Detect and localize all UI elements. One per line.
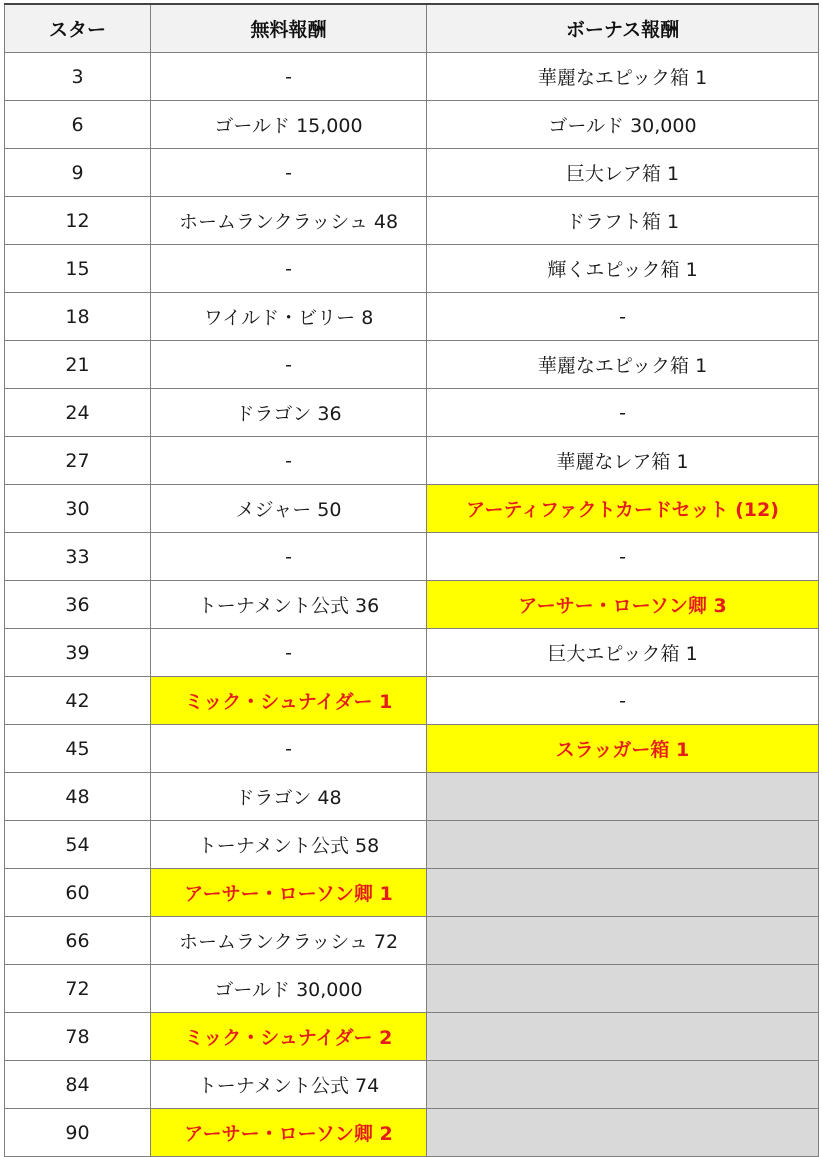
table-row xyxy=(5,485,819,533)
free-reward-cell: ゴールド 30,000 xyxy=(151,965,427,1013)
free-reward-cell: - xyxy=(151,533,427,581)
free-reward-cell: トーナメント公式 36 xyxy=(151,581,427,629)
table-row xyxy=(5,581,819,629)
table-row xyxy=(5,1109,819,1157)
free-reward-cell: ホームランクラッシュ 72 xyxy=(151,917,427,965)
column-header-bonus-reward: ボーナス報酬 xyxy=(427,4,819,53)
star-count-cell: 60 xyxy=(5,869,151,917)
free-reward-cell: ホームランクラッシュ 48 xyxy=(151,197,427,245)
table-row xyxy=(5,245,819,293)
free-reward-cell: メジャー 50 xyxy=(151,485,427,533)
bonus-reward-cell xyxy=(427,965,819,1013)
table-row xyxy=(5,869,819,917)
star-count-cell: 84 xyxy=(5,1061,151,1109)
free-reward-cell: - xyxy=(151,149,427,197)
star-count-cell: 36 xyxy=(5,581,151,629)
star-count-cell: 9 xyxy=(5,149,151,197)
bonus-reward-cell: ゴールド 30,000 xyxy=(427,101,819,149)
bonus-reward-cell: 華麗なエピック箱 1 xyxy=(427,341,819,389)
bonus-reward-cell xyxy=(427,773,819,821)
table-row xyxy=(5,821,819,869)
table-row xyxy=(5,677,819,725)
star-count-cell: 30 xyxy=(5,485,151,533)
table-row xyxy=(5,197,819,245)
table-row xyxy=(5,1061,819,1109)
table-row xyxy=(5,101,819,149)
bonus-reward-cell xyxy=(427,1109,819,1157)
star-count-cell: 18 xyxy=(5,293,151,341)
bonus-reward-cell xyxy=(427,821,819,869)
star-count-cell: 27 xyxy=(5,437,151,485)
star-count-cell: 78 xyxy=(5,1013,151,1061)
star-count-cell: 54 xyxy=(5,821,151,869)
table-row xyxy=(5,341,819,389)
bonus-reward-cell: - xyxy=(427,293,819,341)
table-row xyxy=(5,149,819,197)
bonus-reward-cell xyxy=(427,1061,819,1109)
free-reward-cell: アーサー・ローソン卿 1 xyxy=(151,869,427,917)
bonus-reward-cell xyxy=(427,869,819,917)
table-row xyxy=(5,533,819,581)
bonus-reward-cell: 巨大レア箱 1 xyxy=(427,149,819,197)
bonus-reward-cell: スラッガー箱 1 xyxy=(427,725,819,773)
star-rewards-table xyxy=(4,3,819,1157)
free-reward-cell: ミック・シュナイダー 2 xyxy=(151,1013,427,1061)
free-reward-cell: - xyxy=(151,437,427,485)
table-row xyxy=(5,773,819,821)
table-row xyxy=(5,725,819,773)
free-reward-cell: - xyxy=(151,341,427,389)
bonus-reward-cell: 華麗なレア箱 1 xyxy=(427,437,819,485)
free-reward-cell: ミック・シュナイダー 1 xyxy=(151,677,427,725)
table-row xyxy=(5,53,819,101)
star-count-cell: 33 xyxy=(5,533,151,581)
table-row xyxy=(5,293,819,341)
star-count-cell: 15 xyxy=(5,245,151,293)
table-row xyxy=(5,389,819,437)
table-row xyxy=(5,965,819,1013)
free-reward-cell: アーサー・ローソン卿 2 xyxy=(151,1109,427,1157)
bonus-reward-cell: - xyxy=(427,533,819,581)
star-count-cell: 90 xyxy=(5,1109,151,1157)
star-count-cell: 66 xyxy=(5,917,151,965)
free-reward-cell: トーナメント公式 58 xyxy=(151,821,427,869)
star-count-cell: 42 xyxy=(5,677,151,725)
table-row xyxy=(5,1013,819,1061)
free-reward-cell: ワイルド・ビリー 8 xyxy=(151,293,427,341)
star-count-cell: 48 xyxy=(5,773,151,821)
bonus-reward-cell: アーティファクトカードセット (12) xyxy=(427,485,819,533)
column-header-free-reward: 無料報酬 xyxy=(151,4,427,53)
bonus-reward-cell: 華麗なエピック箱 1 xyxy=(427,53,819,101)
table-body xyxy=(5,53,819,1157)
free-reward-cell: トーナメント公式 74 xyxy=(151,1061,427,1109)
free-reward-cell: ゴールド 15,000 xyxy=(151,101,427,149)
free-reward-cell: ドラゴン 36 xyxy=(151,389,427,437)
free-reward-cell: ドラゴン 48 xyxy=(151,773,427,821)
star-count-cell: 45 xyxy=(5,725,151,773)
star-count-cell: 39 xyxy=(5,629,151,677)
table-row xyxy=(5,917,819,965)
column-header-star: スター xyxy=(5,4,151,53)
free-reward-cell: - xyxy=(151,245,427,293)
star-count-cell: 24 xyxy=(5,389,151,437)
bonus-reward-cell: 巨大エピック箱 1 xyxy=(427,629,819,677)
star-count-cell: 21 xyxy=(5,341,151,389)
bonus-reward-cell: 輝くエピック箱 1 xyxy=(427,245,819,293)
bonus-reward-cell: - xyxy=(427,389,819,437)
free-reward-cell: - xyxy=(151,53,427,101)
bonus-reward-cell: アーサー・ローソン卿 3 xyxy=(427,581,819,629)
bonus-reward-cell xyxy=(427,917,819,965)
star-count-cell: 3 xyxy=(5,53,151,101)
star-count-cell: 72 xyxy=(5,965,151,1013)
free-reward-cell: - xyxy=(151,725,427,773)
bonus-reward-cell: - xyxy=(427,677,819,725)
bonus-reward-cell: ドラフト箱 1 xyxy=(427,197,819,245)
star-count-cell: 12 xyxy=(5,197,151,245)
free-reward-cell: - xyxy=(151,629,427,677)
bonus-reward-cell xyxy=(427,1013,819,1061)
table-row xyxy=(5,629,819,677)
star-count-cell: 6 xyxy=(5,101,151,149)
table-row xyxy=(5,437,819,485)
table-header-row xyxy=(5,4,819,53)
